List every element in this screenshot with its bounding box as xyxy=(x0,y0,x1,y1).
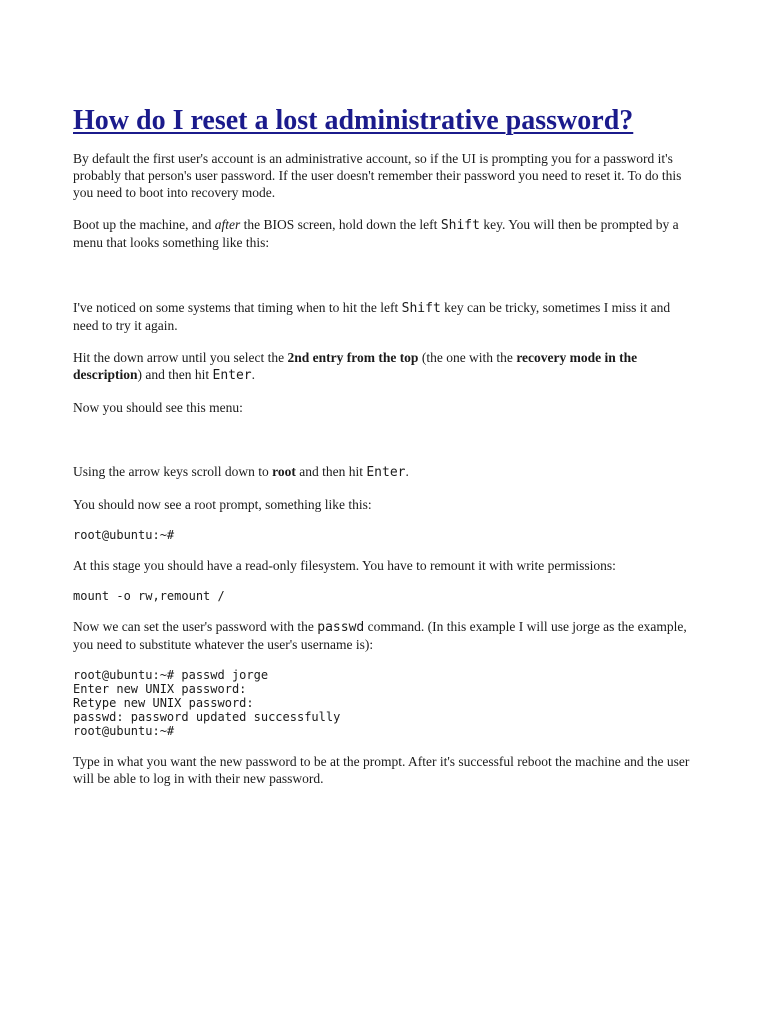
text-run: Using the arrow keys scroll down to xyxy=(73,464,273,479)
intro-paragraph: By default the first user's account is an administrative account, so if the UI is prompting you for a password it's probably that person's user password. If the user doesn't remember their password you need to reset it. To do this you need to boot into recovery mode. xyxy=(73,151,682,200)
code-block-passwd-session xyxy=(73,668,698,738)
bold-root: root xyxy=(272,464,296,479)
text-run: Boot up the machine, and xyxy=(73,217,215,232)
code-line: Enter new UNIX password: xyxy=(73,682,247,696)
inline-code-enter: Enter xyxy=(366,465,406,480)
text-run: Now we can set the user's password with the xyxy=(73,619,318,634)
inline-code-enter: Enter xyxy=(212,368,252,383)
code-block-root-prompt: root@ubuntu:~# xyxy=(73,528,175,542)
text-run: Hit the down arrow until you select the xyxy=(73,350,288,365)
passwd-command-paragraph xyxy=(73,618,698,653)
select-root-paragraph xyxy=(73,463,698,481)
bold-second-entry: 2nd entry from the top xyxy=(287,350,419,365)
text-run: . xyxy=(251,367,256,382)
text-run: and then hit xyxy=(295,464,367,479)
timing-note-paragraph xyxy=(73,299,698,334)
inline-code-shift: Shift xyxy=(440,218,480,233)
menu-intro-paragraph: Now you should see this menu: xyxy=(73,400,243,415)
code-line: passwd: password updated successfully xyxy=(73,710,341,724)
page-title: How do I reset a lost administrative password? xyxy=(73,105,634,136)
text-run: command. (In this example I will use jorge as the example, you need to substitute whatever the user's username is): xyxy=(73,619,687,652)
inline-code-passwd: passwd xyxy=(317,620,365,635)
menu-image-placeholder xyxy=(73,266,698,299)
code-line: root@ubuntu:~# xyxy=(73,724,175,738)
text-run: . xyxy=(405,464,409,479)
select-entry-paragraph xyxy=(73,349,698,384)
closing-paragraph: Type in what you want the new password to be at the prompt. After it's successful reboot the machine and the user will be able to log in with their new password. xyxy=(73,754,690,786)
readonly-fs-paragraph: At this stage you should have a read-only filesystem. You have to remount it with write permissions: xyxy=(73,558,616,573)
emphasis-after: after xyxy=(214,217,241,232)
code-block-remount: mount -o rw,remount / xyxy=(73,589,225,603)
text-run: I've noticed on some systems that timing when to hit the left xyxy=(73,300,402,315)
code-line: root@ubuntu:~# passwd jorge xyxy=(73,668,269,682)
text-run: (the one with the xyxy=(418,350,517,365)
text-run: key can be tricky, sometimes I miss it and need to try it again. xyxy=(73,300,671,333)
text-run: the BIOS screen, hold down the left xyxy=(240,217,441,232)
recovery-menu-image-placeholder xyxy=(73,431,698,463)
text-run: ) and then hit xyxy=(137,367,213,382)
inline-code-shift: Shift xyxy=(401,301,441,316)
text-run: key. You will then be prompted by a menu that looks something like this: xyxy=(73,217,679,250)
bold-recovery-mode: recovery mode in the description xyxy=(73,350,638,382)
root-prompt-paragraph: You should now see a root prompt, something like this: xyxy=(73,497,372,512)
document-page xyxy=(73,103,698,802)
code-line: Retype new UNIX password: xyxy=(73,696,254,710)
boot-instructions-paragraph xyxy=(73,216,698,251)
